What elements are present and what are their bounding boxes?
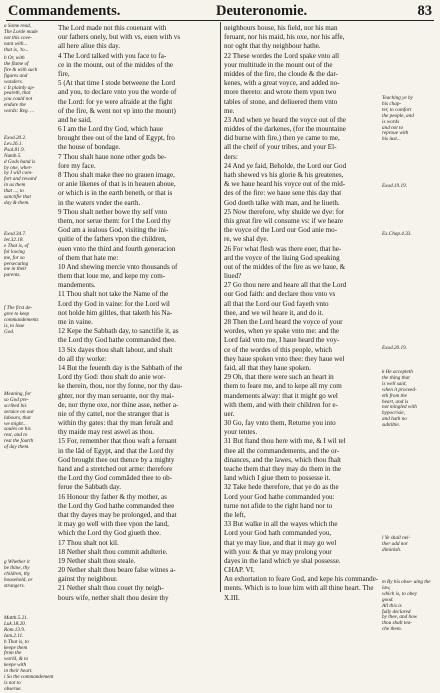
text-line: of the fire, & went not vp into the mount) (58, 106, 176, 115)
text-line: 21 Nether shalt thou couet thy neigh- (58, 584, 164, 593)
text-line: 31 But ftand thou here with me, & I wil tel (224, 437, 346, 446)
column-divider (220, 22, 221, 592)
margin-note: Exod.19.19. (382, 183, 407, 189)
margin-note: l Ye shall nei- ther add nor diminish. (382, 535, 411, 553)
text-line: all that the Lord our God fayeth vnto (224, 299, 329, 308)
text-line: 12 Kepe the Sabbath day, to sanctifie it, as (58, 327, 179, 336)
text-line: our God faith: and declare thou vnto vs (224, 290, 336, 299)
text-line: 24 And ye faid, Beholde, the Lord our God (224, 161, 347, 170)
text-line: or anie likenes of that is in heauen aboue, (58, 180, 176, 189)
text-line: ferue the Sabbath day. (58, 483, 121, 492)
text-line: God doeth talke with man, and he liueth. (224, 198, 340, 207)
text-line: 23 And when ye heard the voyce out of the (224, 115, 346, 124)
text-line: 13 Six dayes thou shalt labour, and shalt (58, 345, 173, 354)
text-line: 25 Now therefore, why shulde we dye: for (224, 207, 345, 216)
text-line: out of the middes of the fire as we haue, & (224, 262, 346, 271)
text-line: turne not afide to the right hand nor to (224, 501, 333, 510)
header-left-title: Commandements. (8, 3, 121, 19)
text-line: mandements alway: that it might go wel (224, 391, 338, 400)
text-line: middes of the fire, the cloude & the dar- (224, 69, 338, 78)
text-line: 6 I am the Lord thy God, which haue (58, 125, 163, 134)
text-line: and he said, (58, 115, 92, 124)
text-line: more thereto: and wrote them vpon two (224, 88, 337, 97)
text-line: do all thy worke: (58, 354, 107, 363)
text-line: 28 Then the Lord heard the voyce of your (224, 318, 343, 326)
text-line: your tentes. (224, 428, 258, 437)
text-line: which the Lord thy God giueth thee. (58, 529, 162, 538)
text-line: Lord faid vnto me, I haue heard the voy- (224, 336, 340, 345)
text-line: liued? (224, 272, 242, 281)
text-line: 19 Nether shalt thou steale. (58, 556, 136, 565)
text-line: thee, and we wil heare it, and do it. (224, 308, 324, 317)
text-line: teache them that they may do them in the (224, 465, 342, 473)
margin-note: Meaning, for so God pre- scribed his seruice on our labours, that we might... soules on his rest, and to rest the fourth of day them. (4, 391, 34, 451)
text-line: gainst thy neighbour. (58, 575, 118, 584)
text-line: me. (224, 106, 235, 115)
text-line: nie of thy cattel, nor the stranger that is (58, 409, 170, 418)
text-line: them to feare me, and to kepe all my com (224, 382, 342, 391)
right-text-column (224, 24, 382, 603)
text-line: 27 Go thou nere and heare all that the Lord (224, 281, 347, 290)
text-line: all here aliue this day. (58, 42, 120, 51)
text-line: did burne with fire,) then ye came to me, (224, 134, 340, 143)
text-line: de, nor thyne oxe, nor thine asse, nether a- (58, 400, 179, 409)
text-line: mandements. (58, 281, 96, 290)
text-line: that ye may liue, and that it may go wel (224, 538, 337, 547)
margin-note: Exod.20.19. (382, 345, 407, 351)
text-line: the Lord thy God commāded thee to ob- (58, 474, 173, 483)
text-line: dinances, and the lawes, which thou fhalt (224, 455, 342, 464)
text-line: faid, all that they haue spoken. (224, 363, 311, 372)
text-line: neighbours house, his field, nor his man (224, 24, 338, 32)
text-line: hath shewed vs his glorie & his greatenes, (224, 171, 344, 179)
text-line: 26 For what flesh was there euer, that he- (224, 244, 342, 253)
text-line: X.III. (224, 593, 240, 602)
text-line: the Lord: for ye were afraide at the fight (58, 97, 173, 106)
margin-note: b Or, with the flame of fire & with such figures and wonders. c It plainly ap- peareth, that you could not endure the words: Reg. ... (4, 55, 38, 115)
text-line: An exhortation to feare God, and kepe his commande- (224, 575, 379, 584)
text-line: in the waters vnder the earth. (58, 198, 141, 207)
text-line: 33 But walke in all the wayes which the (224, 520, 338, 529)
text-line: ghter, nor thy man seruante, nor thy mai- (58, 391, 175, 400)
text-line: 20 Nether shalt thou beare false witnes a- (58, 566, 176, 575)
text-line: Lord your God hath commanded you, (224, 529, 332, 538)
text-line: 32 Take hede therefore, that ye do as the (224, 483, 339, 492)
text-line: them that loue me, and kepe my com- (58, 272, 166, 281)
text-line: ard the voyce of the liuing God speaking (224, 253, 340, 262)
text-line: wordes, when ye spake vnto me: and the (224, 327, 340, 336)
text-line: euen vnto the third and fourth generacion (58, 244, 176, 253)
text-line: within thy gates: that thy man feruãt and (58, 419, 173, 428)
margin-note: g Whether it be thine, thy children, thy household, or strangers. (4, 559, 33, 589)
text-line: the Lord thy God hathe commanded thee. (58, 336, 176, 345)
text-line: me in vaine. (58, 318, 93, 326)
text-line: God am a iealous God, visiting the ini- (58, 226, 169, 235)
text-line: ders: (224, 152, 238, 161)
text-line: The Lord made not this couenant with (58, 24, 167, 32)
text-line: kenes, with a great voyce, and added no- (224, 79, 340, 88)
text-line: or which is in the earth beneth, or that is (58, 189, 173, 198)
text-line: Lord your God hathe commanded you: (224, 492, 335, 501)
text-line: all the cheif of your tribes, and your El- (224, 143, 337, 152)
text-line: 14 But the feuenth day is the Sabbath of the (58, 363, 183, 372)
text-line: land which I giue them to possesse it. (224, 474, 331, 483)
text-line: the voyce of the Lord our God anie mo- (224, 226, 338, 235)
text-line: fore my face. (58, 161, 96, 170)
text-line: 16 Honour thy father & thy mother, as (58, 492, 167, 501)
text-line: it may go well with thee vpon the land, (58, 520, 169, 529)
text-line: ments. Which is to loue him with all thine heart. The (224, 584, 374, 593)
margin-note: Teaching ye by his chap- ter, to comfort the people, and is words and not to reproue with his iust... (382, 95, 414, 143)
text-line: they haue spoken vnto thee: they haue wel (224, 354, 345, 363)
running-header (6, 2, 434, 21)
text-line: with you: & that ye may prolong your (224, 547, 332, 556)
text-line: quitie of the fathers vpon the children, (58, 235, 167, 244)
text-line: 4 The Lord talked with you face to fa- (58, 51, 167, 60)
margin-note: k He accepteth the thing that is well said, when it proceed- eth from the heart, and is not mingled with hypocrisie, and hath no subtiltie. (382, 369, 417, 429)
margin-note: Ex.Chap.4.33. (382, 231, 412, 237)
text-line: bours wife, nether shalt thou desire thy (58, 593, 169, 602)
text-line: 10 And shewing mercie vnto thousands of (58, 262, 178, 271)
text-line: that thy dayes may be prolonged, and that (58, 510, 177, 519)
text-line: 22 These wordes the Lord spake vnto all (224, 51, 340, 60)
left-text-column (58, 24, 218, 603)
text-line: Lord thy God in vaine: for the Lord wil (58, 299, 170, 308)
margin-note: m By his obse- uing the law, which is, to obey good. All this is fully declared by thee, and how thou shalt tea- che them. (382, 579, 431, 633)
text-line: with them, and with their children for e- (224, 400, 338, 409)
text-line: 5 (At that time I stode betweene the Lord (58, 79, 176, 88)
text-line: your multitude in the mount out of the (224, 60, 333, 69)
text-line: God brought thee out thence by a mighty (58, 455, 175, 464)
text-line: nor oght that thy neighbour hathe. (224, 42, 321, 51)
page-number: 83 (417, 3, 432, 19)
text-line: middes of the darkenes, (for the mountaine (224, 125, 346, 134)
text-line: 7 Thou shalt haue none other gods be- (58, 152, 167, 161)
text-line: our fathers onely, but with vs, euen with vs (58, 33, 181, 42)
text-line: uer. (224, 409, 235, 418)
margin-note: a Some read, The Lorde made not this cove- nant with... that is, 'to... (4, 23, 38, 53)
text-line: and you, to declare vnto you the worde of (58, 88, 177, 97)
text-line: of them that hate me: (58, 253, 119, 262)
text-line: brought thee out of the land of Egypt, fro (58, 134, 175, 143)
text-line: 17 Thou shalt not kil. (58, 538, 119, 547)
text-line: fire, (58, 69, 70, 78)
text-line: ke therein, thou, nor thy fonne, nor thy dau- (58, 382, 183, 391)
margin-note: f The first de- gree to keep commandements is, to loue God. (4, 305, 39, 335)
text-line: 18 Nether shalt thou commit adulterie. (58, 547, 168, 556)
text-line: the left, (224, 510, 246, 519)
margin-note: Matth.5.21. Luk.18.20. Rom.13.9. Iam.2.11. h That is, to keepe them from the world, & to keepe with in their heart. i So the commandement is not to obserue. (4, 615, 54, 692)
text-line: dayes in the land which ye shal possesse. (224, 556, 341, 565)
text-line: the Lord thy God hathe commanded thee (58, 501, 175, 510)
text-line: Lord thy God: thou shalt do anie wor- (58, 373, 166, 382)
text-line: in the lād of Egypt, and that the Lord thy (58, 446, 174, 455)
text-line: 11 Thou shalt not take the Name of the (58, 290, 169, 299)
margin-note: Exod.34.7. Ier.32.18. e That is, of fol lowing me, for so persecuting me in thelr parents. (4, 231, 29, 279)
text-line: this great fire wil consume vs: if we heare (224, 216, 343, 225)
text-line: ce of the wordes of this people, which (224, 345, 332, 354)
text-line: thee all the commandements, and the or- (224, 446, 340, 455)
text-line: them, nor serue them: for I the Lord thy (58, 216, 171, 225)
text-line: tables of stone, and deliuered them vnto (224, 97, 338, 106)
text-line: feruant, nor his maid, his oxe, nor his affe, (224, 33, 345, 42)
text-line: ce in the mount, out of the middes of the (58, 60, 174, 69)
text-line: CHAP. VI. (224, 566, 255, 575)
text-line: not holde him giltles, that taketh his Na- (58, 308, 173, 317)
text-line: 8 Thou shalt make thee no grauen image, (58, 171, 175, 179)
text-line: 30 Go, fay vnto them, Returne you into (224, 419, 336, 428)
text-line: 9 Thou shalt nether bowe thy self vnto (58, 207, 168, 216)
text-line: the house of bondage. (58, 143, 121, 152)
text-line: 15 For, remember that thou waft a feruant (58, 437, 177, 446)
header-book-title: Deuteronomie. (216, 3, 308, 19)
margin-note: Exod.20.2. Lev.26.1. Psal.81.9. Numb.5. d Gods hand is by one, wher- by I will com- fort and reward in us them that ..., to sanctifie that day & them. (4, 135, 37, 206)
text-line: 29 Oh, that there were such an heart in (224, 373, 334, 382)
text-line: thy maide may rest aswel as thou. (58, 428, 154, 437)
text-line: des of the fire: we haue sene this day that (224, 189, 342, 198)
text-line: hand and a stretched out arme: therefore (58, 465, 173, 473)
text-line: re, we shal dye. (224, 235, 269, 244)
text-line: & we haue heard his voyce out of the mid- (224, 180, 346, 189)
